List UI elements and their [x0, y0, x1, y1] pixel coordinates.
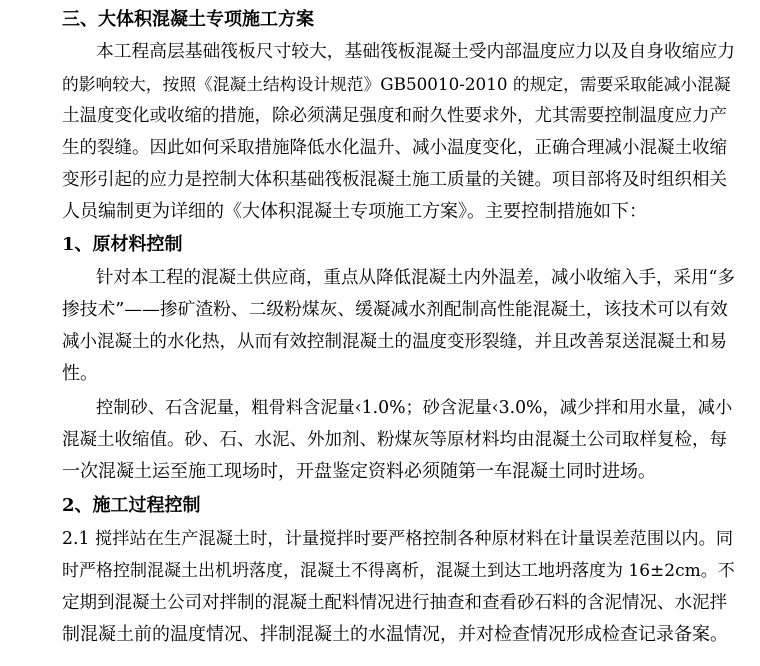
paragraph-line: 人员编制更为详细的《大体积混凝土专项施工方案》。主要控制措施如下： — [62, 201, 647, 222]
paragraph-line: 掺技术”——掺矿渣粉、二级粉煤灰、缓凝减水剂配制高性能混凝土，该技术可以有效 — [62, 300, 728, 320]
paragraph-line: 土温度变化或收缩的措施，除必须满足强度和耐久性要求外，尤其需要控制温度应力产 — [62, 106, 727, 126]
paragraph-line: 生的裂缝。因此如何采取措施降低水化温升、减小温度变化，正确合理减小混凝土收缩 — [62, 138, 727, 158]
paragraph-line: 针对本工程的混凝土供应商，重点从降低混凝土内外温差，减小收缩入手，采用“多 — [96, 268, 735, 288]
section-heading: 三、大体积混凝土专项施工方案 — [62, 9, 314, 30]
paragraph-line: 一次混凝土运至施工现场时，开盘鉴定资料必须随第一车混凝土同时进场。 — [62, 461, 656, 482]
paragraph-line: 制混凝土前的温度情况、拌制混凝土的水温情况，并对检查情况形成检查记录备案。 — [62, 624, 728, 645]
paragraph-line: 减小混凝土的水化热，从而有效控制混凝土的温度变形裂缝，并且改善泵送混凝土和易 — [62, 332, 727, 352]
paragraph-line: 的影响较大，按照《混凝土结构设计规范》GB50010-2010 的规定，需要采取能减小混凝 — [62, 74, 731, 94]
paragraph-line: 变形引起的应力是控制大体积基础筏板混凝土施工质量的关键。项目部将及时组织相关 — [62, 170, 727, 190]
paragraph-line: 混凝土收缩值。砂、石、水泥、外加剂、粉煤灰等原材料均由混凝土公司取样复检，每 — [62, 430, 727, 450]
paragraph-line: 控制砂、石含泥量，粗骨料含泥量‹1.0%；砂含泥量‹3.0%，减少拌和用水量，减小 — [96, 398, 733, 418]
paragraph-line: 定期到混凝土公司对拌制的混凝土配料情况进行抽查和查看砂石料的含泥情况、水泥拌 — [62, 593, 727, 613]
paragraph-line: 时严格控制混凝土出机坍落度，混凝土不得离析，混凝土到达工地坍落度为 16±2cm。不 — [62, 561, 735, 581]
subsection-heading-process: 2、施工过程控制 — [62, 495, 201, 516]
subsection-heading-materials: 1、原材料控制 — [62, 234, 183, 255]
paragraph-line: 本工程高层基础筏板尺寸较大，基础筏板混凝土受内部温度应力以及自身收缩应力 — [96, 42, 736, 62]
paragraph-line: 性。 — [62, 363, 98, 384]
paragraph-line: 2.1 搅拌站在生产混凝土时，计量搅拌时要严格控制各种原材料在计量误差范围以内。同 — [62, 529, 734, 549]
